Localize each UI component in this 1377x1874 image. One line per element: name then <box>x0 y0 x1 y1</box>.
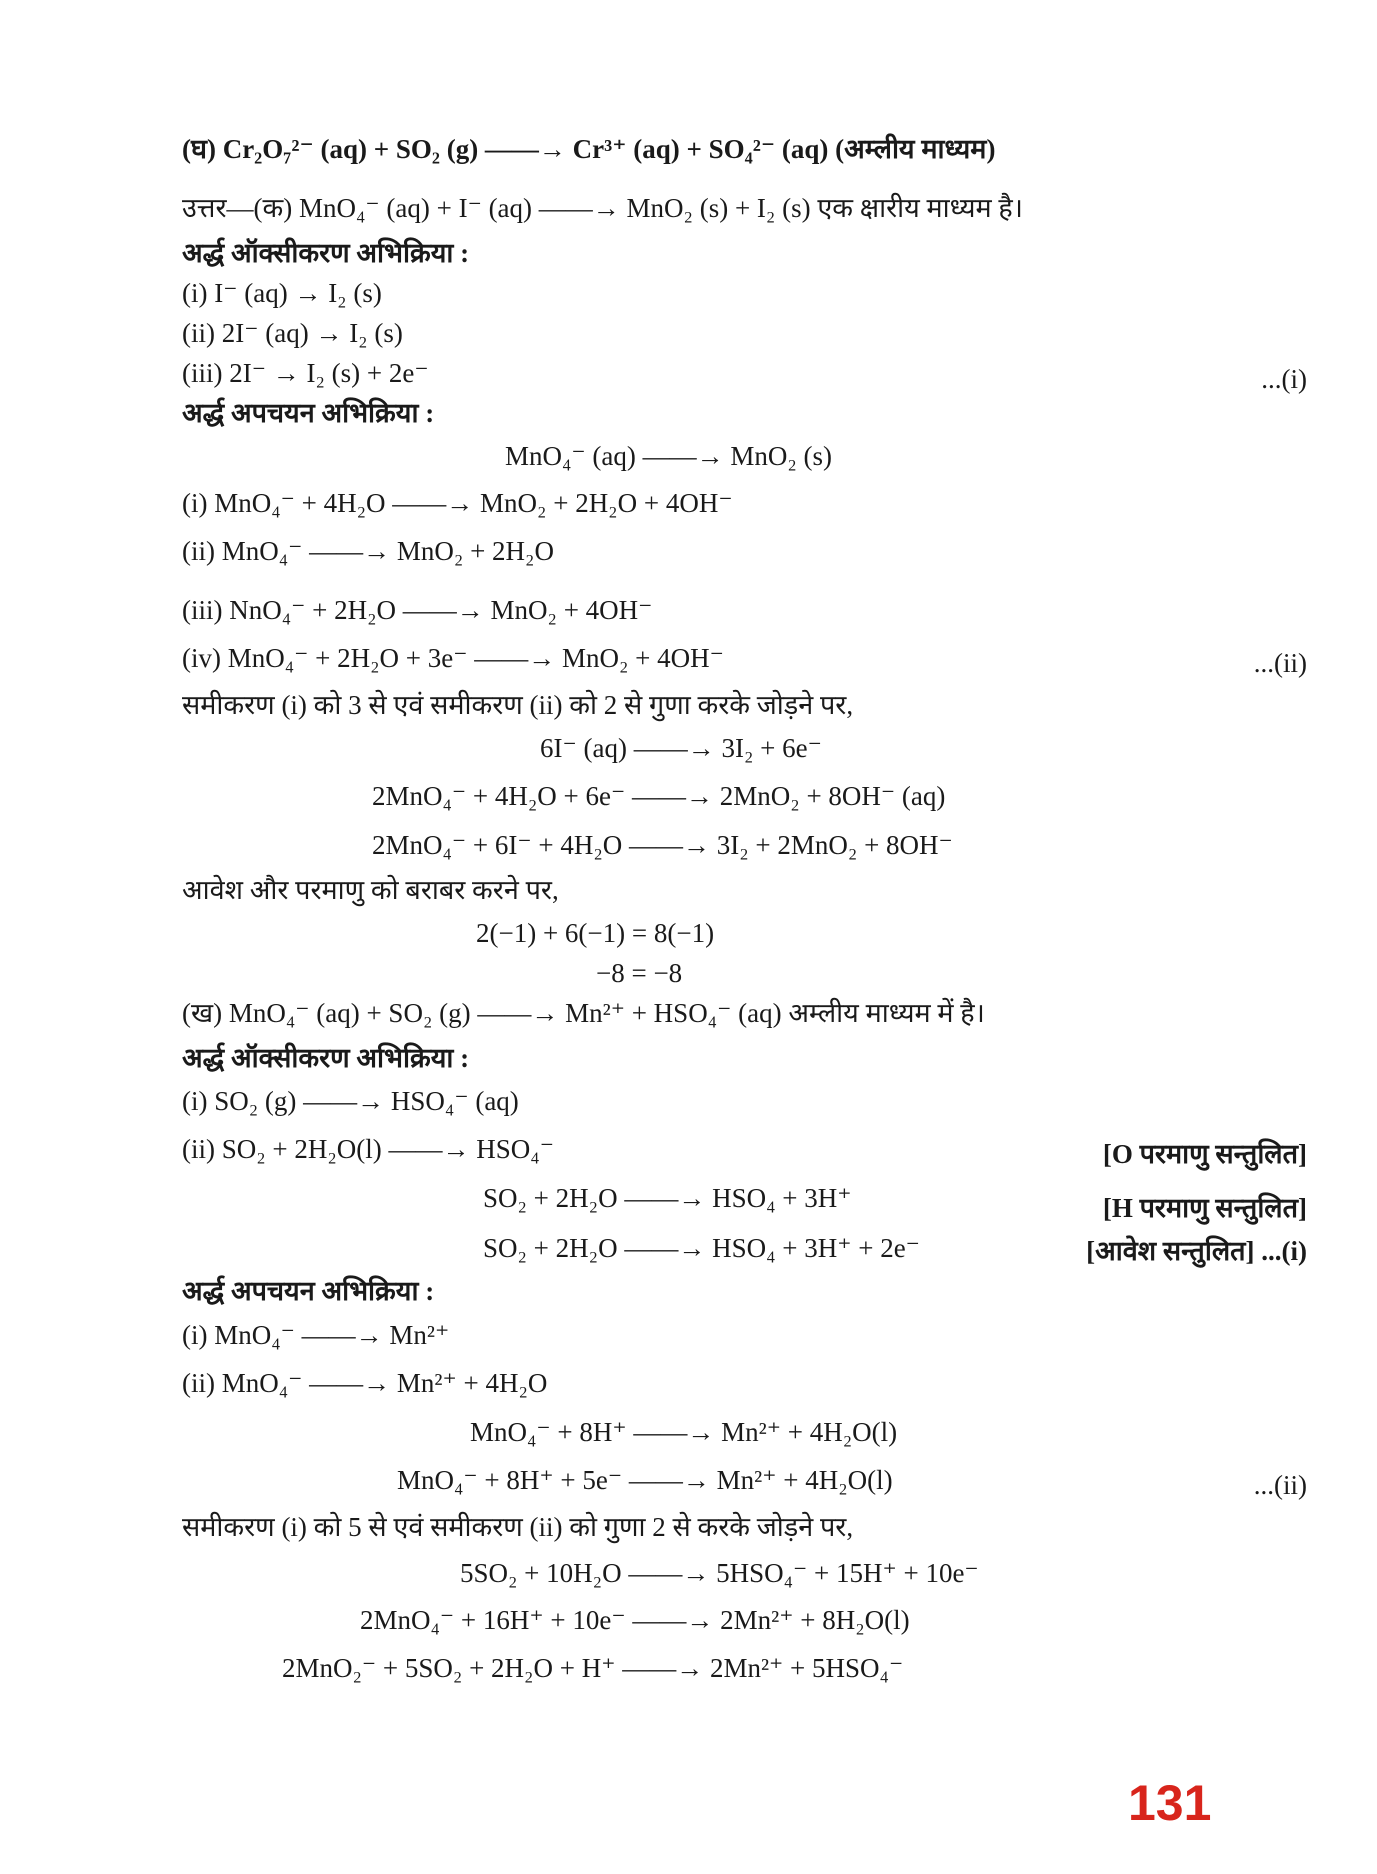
text-line: (ii) MnO₄⁻ ——→ MnO₂ + 2H₂O <box>182 536 554 566</box>
text-line: समीकरण (i) को 5 से एवं समीकरण (ii) को गुणा 2 से करके जोड़ने पर, <box>182 1512 854 1542</box>
text-line: SO₂ + 2H₂O ——→ HSO₄ + 3H⁺ <box>483 1183 852 1213</box>
equation-reference-note: [H परमाणु सन्तुलित] <box>1102 1193 1307 1223</box>
text-line: (i) I⁻ (aq) → I₂ (s) <box>182 278 382 308</box>
text-line: अर्द्ध अपचयन अभिक्रिया : <box>182 1276 435 1306</box>
text-line: (i) SO₂ (g) ——→ HSO₄⁻ (aq) <box>182 1086 519 1116</box>
equation-reference-note: ...(ii) <box>1253 1470 1307 1500</box>
text-line: अर्द्ध अपचयन अभिक्रिया : <box>182 398 435 428</box>
text-line: आवेश और परमाणु को बराबर करने पर, <box>182 875 559 905</box>
text-line: −8 = −8 <box>596 958 683 988</box>
text-line: अर्द्ध ऑक्सीकरण अभिक्रिया : <box>182 238 470 268</box>
text-line: MnO₄⁻ (aq) ——→ MnO₂ (s) <box>505 441 833 471</box>
text-line: 6I⁻ (aq) ——→ 3I₂ + 6e⁻ <box>540 733 822 763</box>
equation-reference-note: [O परमाणु सन्तुलित] <box>1102 1139 1307 1169</box>
text-line: (iii) 2I⁻ → I₂ (s) + 2e⁻ <box>182 358 429 388</box>
text-line: 2MnO₄⁻ + 6I⁻ + 4H₂O ——→ 3I₂ + 2MnO₂ + 8OH⁻ <box>372 830 953 860</box>
text-line: 5SO₂ + 10H₂O ——→ 5HSO₄⁻ + 15H⁺ + 10e⁻ <box>460 1558 979 1588</box>
text-line: (i) MnO₄⁻ ——→ Mn²⁺ <box>182 1320 450 1350</box>
text-line: उत्तर—(क) MnO₄⁻ (aq) + I⁻ (aq) ——→ MnO₂ (s) + I₂ (s) एक क्षारीय माध्यम है। <box>182 193 1023 223</box>
page-number: 131 <box>1128 1775 1212 1831</box>
text-line: 2MnO₂⁻ + 5SO₂ + 2H₂O + H⁺ ——→ 2Mn²⁺ + 5HSO₄⁻ <box>282 1653 904 1683</box>
text-line: 2MnO₄⁻ + 16H⁺ + 10e⁻ ——→ 2Mn²⁺ + 8H₂O(l) <box>360 1605 910 1635</box>
text-line: 2MnO₄⁻ + 4H₂O + 6e⁻ ——→ 2MnO₂ + 8OH⁻ (aq) <box>372 781 946 811</box>
text-line: (ख) MnO₄⁻ (aq) + SO₂ (g) ——→ Mn²⁺ + HSO₄⁻ (aq) अम्लीय माध्यम में है। <box>182 998 985 1028</box>
text-line: MnO₄⁻ + 8H⁺ + 5e⁻ ——→ Mn²⁺ + 4H₂O(l) <box>397 1465 893 1495</box>
equation-reference-note: ...(ii) <box>1253 648 1307 678</box>
text-line: समीकरण (i) को 3 से एवं समीकरण (ii) को 2 से गुणा करके जोड़ने पर, <box>182 690 854 720</box>
text-line: (ii) MnO₄⁻ ——→ Mn²⁺ + 4H₂O <box>182 1368 548 1398</box>
equation-reference-note: ...(i) <box>1261 364 1307 394</box>
text-line: (ii) 2I⁻ (aq) → I₂ (s) <box>182 318 403 348</box>
text-line: SO₂ + 2H₂O ——→ HSO₄ + 3H⁺ + 2e⁻ <box>483 1233 920 1263</box>
text-line: 2(−1) + 6(−1) = 8(−1) <box>476 918 715 948</box>
equation-reference-note: [आवेश सन्तुलित] ...(i) <box>1086 1236 1307 1266</box>
text-line: (iii) NnO₄⁻ + 2H₂O ——→ MnO₂ + 4OH⁻ <box>182 595 653 625</box>
text-line: (ii) SO₂ + 2H₂O(l) ——→ HSO₄⁻ <box>182 1134 554 1164</box>
text-line: (घ) Cr₂O₇²⁻ (aq) + SO₂ (g) ——→ Cr³⁺ (aq) + SO₄²⁻ (aq) (अम्लीय माध्यम) <box>182 134 996 164</box>
text-line: (i) MnO₄⁻ + 4H₂O ——→ MnO₂ + 2H₂O + 4OH⁻ <box>182 488 733 518</box>
text-line: अर्द्ध ऑक्सीकरण अभिक्रिया : <box>182 1043 470 1073</box>
text-line: MnO₄⁻ + 8H⁺ ——→ Mn²⁺ + 4H₂O(l) <box>470 1417 898 1447</box>
text-line: (iv) MnO₄⁻ + 2H₂O + 3e⁻ ——→ MnO₂ + 4OH⁻ <box>182 643 724 673</box>
